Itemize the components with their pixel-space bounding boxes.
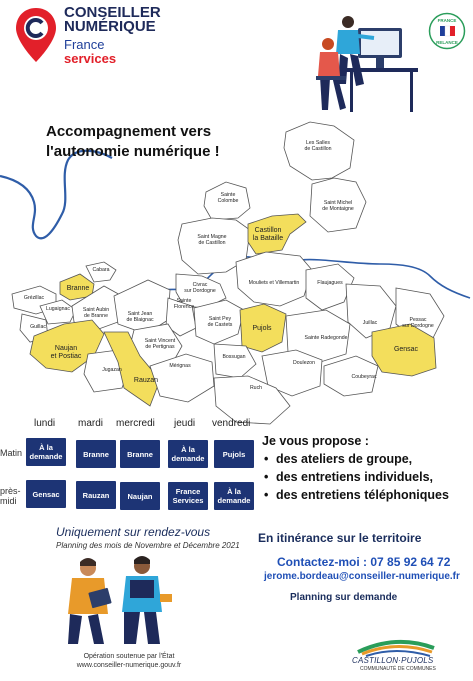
commune-label-pujols: Pujols [252,325,272,332]
slot-friday-afternoon: À la demande [214,482,254,510]
commune-label-doulezon: Doulezon [293,360,315,366]
commune-label-grezillac: Grézillac [23,295,45,301]
slot-wednesday-morning: Branne [120,440,160,468]
headline [46,122,276,162]
commune-label-civrac: Civrac sur Dordogne [184,282,216,294]
conseiller-numerique-logo [14,4,174,68]
commune-label-saint-magne: Saint Magne de Castillon [197,234,227,246]
brand-line-3: France [64,37,105,52]
cdc-subtitle: COMMUNAUTÉ DE COMMUNES [360,666,436,672]
slot-tuesday-morning: Branne [76,440,116,468]
commune-label-coubeyrac: Coubeyrac [351,374,377,380]
commune-label-cabara: Cabara [92,267,110,273]
offer-list [262,450,468,504]
morning-label: Matin [0,448,23,458]
appointment-only-note: Uniquement sur rendez-vous [56,525,211,539]
commune-label-saint-pey: Saint Pey de Castets [207,316,233,328]
commune-label-merignas: Mérignas [169,363,191,369]
people-at-computer-illustration [316,14,420,114]
contact-phone[interactable]: Contactez-moi : 07 85 92 64 72 [277,555,451,569]
planning-months: Planning des mois de Novembre et Décembre 2021 [56,541,240,550]
commune-label-moulieets: Mouliets et Villemartin [248,280,300,286]
day-mardi: mardi [78,418,104,429]
slot-wednesday-afternoon: Naujan [120,482,160,510]
commune-label-bossugan: Bossugan [222,354,246,360]
commune-label-saint-vincent: Saint Vincent de Pertignas [144,338,176,350]
commune-label-pessac: Pessac sur Dordogne [402,317,434,329]
offer-item: • des entretiens téléphoniques [262,486,468,504]
slot-monday-afternoon: Gensac [26,480,66,508]
commune-label-sainte-colombe: Sainte Colombe [217,192,239,204]
slot-monday-morning: À la demande [26,438,66,466]
slot-thursday-morning: À la demande [168,440,208,468]
map-pin-logo-icon [14,6,58,64]
day-lundi: lundi [34,418,56,429]
commune-label-saint-aubin: Saint Aubin de Branne [82,307,110,319]
commune-label-guillac: Guillac [30,324,46,330]
offer-item: • des ateliers de groupe, [262,450,468,468]
headline-line-2: l'autonomie numérique ! [46,143,220,160]
planning-on-demand: Planning sur demande [290,592,398,603]
day-mercredi: mercredi [116,418,155,429]
commune-label-ruch: Ruch [249,385,263,391]
advisors-illustration [50,554,180,646]
brand-line-1: CONSEILLER [64,4,161,21]
region-castillon [248,214,306,254]
commune-label-castillon: Castillon la Bataille [252,227,284,242]
headline-line-1: Accompagnement vers [46,123,212,140]
support-note [64,652,194,670]
commune-label-rauzan: Rauzan [133,377,159,384]
brand-line-4: services [64,51,117,66]
commune-label-juillac: Juillac [362,320,378,326]
france-relance-badge-icon [428,12,466,50]
itinerance-title: En itinérance sur le territoire [258,531,422,545]
day-vendredi: vendredi [212,418,251,429]
commune-label-sainte-florence: Sainte Florence [173,298,195,310]
offer-item: • des entretiens individuels, [262,468,468,486]
badge-top: FRANCE [437,18,457,23]
region-mouliets [236,252,312,306]
slot-thursday-afternoon: France Services [168,482,208,510]
commune-label-gensac: Gensac [393,346,419,353]
support-line-1: Opération soutenue par l'État [83,653,175,660]
slot-tuesday-afternoon: Rauzan [76,481,116,509]
commune-label-lugaignac: Lugaignac [46,306,70,312]
support-website[interactable]: www.conseiller-numerique.gouv.fr [76,662,182,669]
commune-label-flaujagues: Flaujagues [317,280,343,286]
badge-bottom: RELANCE [436,40,458,45]
commune-label-saint-michel: Saint Michel de Montaigne [322,200,354,212]
commune-label-saint-jean: Saint Jean de Blaignac [126,311,154,323]
region-bossugan [214,344,256,378]
commune-label-jugazan: Jugazan [102,367,122,373]
commune-label-branne: Branne [66,285,90,292]
day-jeudi: jeudi [174,418,196,429]
commune-label-les-salles: Les Salles de Castillon [304,140,332,152]
contact-email[interactable]: jerome.bordeau@conseiller-numerique.fr [264,571,460,582]
cdc-name: CASTILLON·PUJOLS [352,656,434,665]
offer-title: Je vous propose : [262,434,369,448]
brand-line-2: NUMÉRIQUE [64,18,156,35]
commune-label-sainte-radegonde: Sainte Radegonde [304,335,348,341]
offer-block [262,432,468,504]
afternoon-label: près- midi [0,486,21,506]
commune-label-naujan: Naujan et Postiac [50,345,82,360]
slot-friday-morning: Pujols [214,440,254,468]
